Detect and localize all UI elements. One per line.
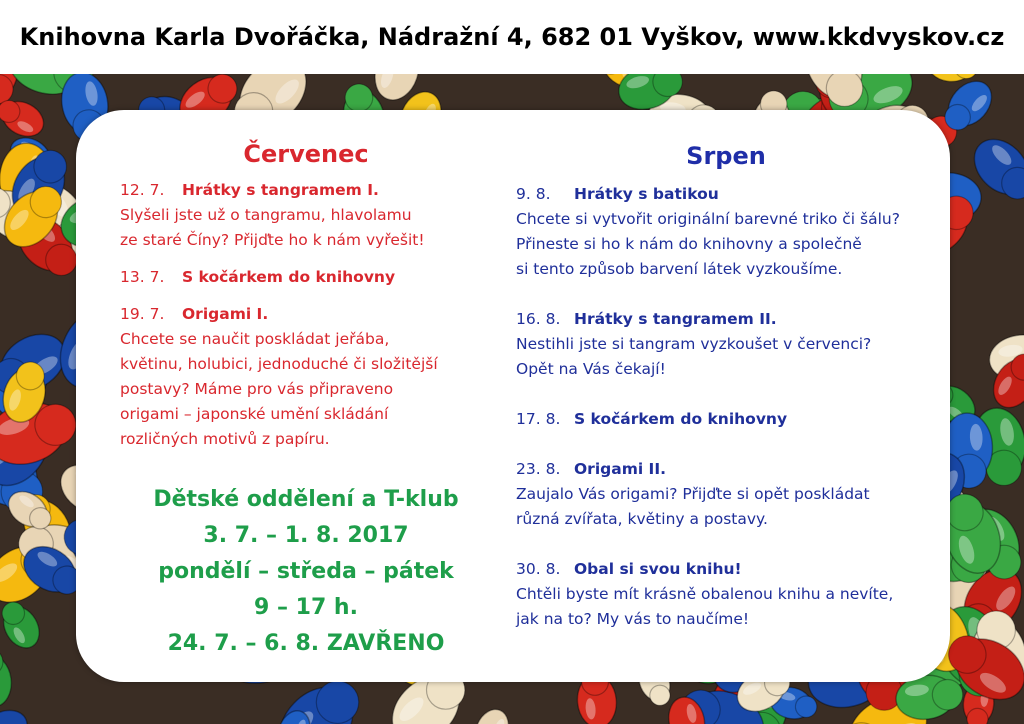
august-title: Srpen	[686, 142, 766, 170]
event-item	[516, 457, 936, 532]
page-header	[0, 0, 1024, 74]
event-item	[120, 265, 492, 290]
game-piece	[0, 703, 34, 724]
july-events	[120, 178, 492, 452]
program-card	[76, 110, 950, 682]
event-title: Hrátky s tangramem I.	[182, 181, 379, 199]
event-item	[516, 182, 936, 282]
opening-hours-info	[120, 482, 492, 662]
info-line: 24. 7. – 6. 8. ZAVŘENO	[167, 631, 445, 656]
event-item	[120, 178, 492, 253]
event-header	[516, 557, 936, 582]
info-line: Dětské oddělení a T-klub	[153, 487, 459, 512]
event-date: 9. 8.	[516, 185, 551, 203]
event-header	[120, 178, 492, 203]
info-line: 3. 7. – 1. 8. 2017	[203, 523, 409, 548]
event-description-line: postavy? Máme pro vás připraveno	[120, 380, 394, 398]
event-item	[516, 307, 936, 382]
event-description-line: Nestihli jste si tangram vyzkoušet v červenci?	[516, 335, 872, 353]
event-title: Obal si svou knihu!	[574, 560, 742, 578]
event-header	[516, 182, 936, 207]
event-header	[120, 302, 492, 327]
event-description-line: Slyšeli jste už o tangramu, hlavolamu	[120, 206, 412, 224]
event-description-line: ze staré Číny? Přijďte ho k nám vyřešit!	[120, 231, 425, 249]
july-title: Červenec	[243, 140, 369, 168]
event-description-line: origami – japonské umění skládání	[120, 405, 389, 423]
event-date: 17. 8.	[516, 410, 561, 428]
event-description-line: různá zvířata, květiny a postavy.	[516, 510, 768, 528]
event-item	[516, 557, 936, 632]
event-item	[120, 302, 492, 452]
event-title: S kočárkem do knihovny	[574, 410, 788, 428]
event-description-line: Přineste si ho k nám do knihovny a společně	[516, 235, 862, 253]
event-description-line: Chcete si vytvořit originální barevné triko či šálu?	[516, 210, 900, 228]
event-description-line: Chcete se naučit poskládat jeřába,	[120, 330, 390, 348]
event-description-line: si tento způsob barvení látek vyzkoušíme.	[516, 260, 843, 278]
game-piece	[0, 596, 46, 655]
event-title: Hrátky s tangramem II.	[574, 310, 777, 328]
august-events	[516, 182, 936, 632]
event-description-line: květinu, holubici, jednoduché či složitější	[120, 355, 438, 373]
event-description-line: Opět na Vás čekají!	[516, 360, 666, 378]
event-item	[516, 407, 936, 432]
event-date: 13. 7.	[120, 268, 165, 286]
game-piece	[0, 646, 14, 709]
event-description-line: Zaujalo Vás origami? Přijďte si opět poskládat	[516, 485, 870, 503]
event-header	[120, 265, 492, 290]
event-header	[516, 407, 936, 432]
event-date: 12. 7.	[120, 181, 165, 199]
event-date: 16. 8.	[516, 310, 561, 328]
event-header	[516, 307, 936, 332]
event-date: 19. 7.	[120, 305, 165, 323]
event-date: 23. 8.	[516, 460, 561, 478]
info-line: 9 – 17 h.	[254, 595, 358, 620]
info-line: pondělí – středa – pátek	[158, 559, 454, 584]
event-date: 30. 8.	[516, 560, 561, 578]
event-title: Hrátky s batikou	[574, 185, 719, 203]
library-address-title: Knihovna Karla Dvořáčka, Nádražní 4, 682 01 Vyškov, www.kkdvyskov.cz	[19, 23, 1005, 51]
july-column	[120, 110, 492, 464]
event-title: Origami I.	[182, 305, 269, 323]
game-piece	[467, 704, 514, 724]
event-description-line: jak na to? My vás to naučíme!	[516, 610, 750, 628]
event-header	[516, 457, 936, 482]
event-description-line: rozličných motivů z papíru.	[120, 430, 330, 448]
event-description-line: Chtěli byste mít krásně obalenou knihu a nevíte,	[516, 585, 894, 603]
august-column	[516, 110, 936, 657]
event-title: Origami II.	[574, 460, 666, 478]
event-title: S kočárkem do knihovny	[182, 268, 396, 286]
